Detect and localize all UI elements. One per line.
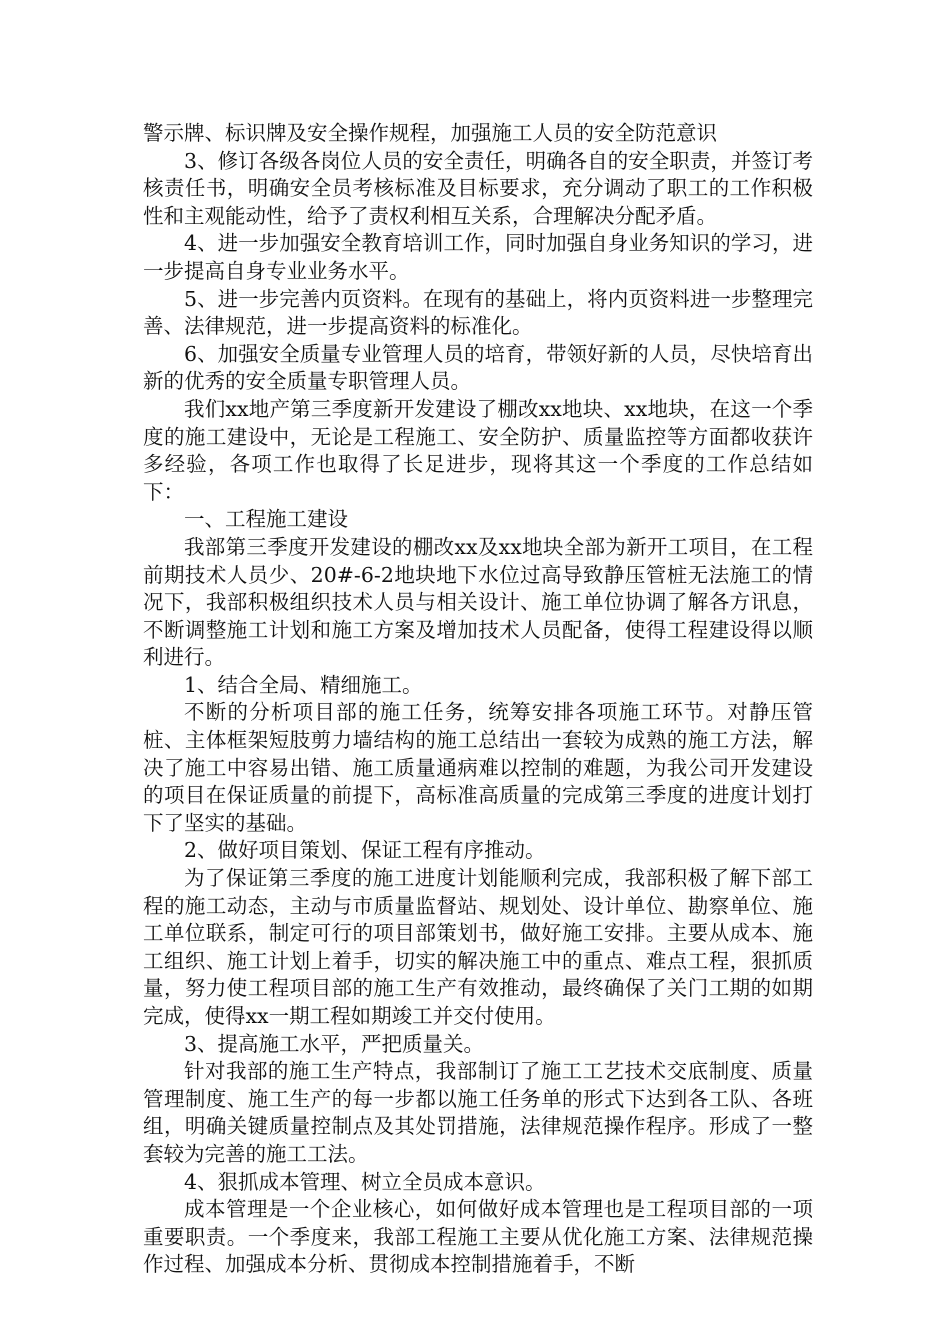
paragraph: 成本管理是一个企业核心，如何做好成本管理也是工程项目部的一项重要职责。一个季度来，我部工程施工主要从优化施工方案、法律规范操作过程、加强成本分析、贯彻成本控制措施着手，不断 [143, 1197, 813, 1277]
subsection-heading: 1、结合全局、精细施工。 [184, 672, 423, 697]
document-body [143, 120, 813, 1279]
paragraph: 我们xx地产第三季度新开发建设了棚改xx地块、xx地块，在这一个季度的施工建设中，无论是工程施工、安全防护、质量监控等方面都收获许多经验，各项工作也取得了长足进步，现将其这一个季度的工作总结如下： [143, 396, 813, 504]
subsection-heading: 4、狠抓成本管理、树立全员成本意识。 [184, 1169, 546, 1194]
paragraph: 5、进一步完善内页资料。在现有的基础上，将内页资料进一步整理完善、法律规范，进一步提高资料的标准化。 [143, 286, 813, 339]
paragraph: 针对我部的施工生产特点，我部制订了施工工艺技术交底制度、质量管理制度、施工生产的每一步都以施工任务单的形式下达到各工队、各班组，明确关键质量控制点及其处罚措施，法律规范操作程序。形成了一整套较为完善的施工工法。 [143, 1059, 813, 1166]
paragraph: 为了保证第三季度的施工进度计划能顺利完成，我部积极了解下部工程的施工动态，主动与市质量监督站、规划处、设计单位、勘察单位、施工单位联系，制定可行的项目部策划书，做好施工安排。主要从成本、施工组织、施工计划上着手，切实的解决施工中的重点、难点工程，狠抓质量，努力使工程项目部的施工生产有效推动，最终确保了关门工期的如期完成，使得xx一期工程如期竣工并交付使用。 [143, 866, 813, 1028]
paragraph: 3、修订各级各岗位人员的安全责任，明确各自的安全职责，并签订考核责任书，明确安全员考核标准及目标要求，充分调动了职工的工作积极性和主观能动性，给予了责权利相互关系，合理解决分配矛盾。 [143, 148, 813, 228]
paragraph: 警示牌、标识牌及安全操作规程，加强施工人员的安全防范意识 [143, 121, 717, 145]
paragraph: 6、加强安全质量专业管理人员的培育，带领好新的人员，尽快培育出新的优秀的安全质量专职管理人员。 [143, 341, 813, 394]
section-heading: 一、工程施工建设 [184, 507, 348, 532]
subsection-heading: 3、提高施工水平，严把质量关。 [184, 1031, 485, 1056]
paragraph: 我部第三季度开发建设的棚改xx及xx地块全部为新开工项目，在工程前期技术人员少、20#-6-2地块地下水位过高导致静压管桩无法施工的情况下，我部积极组织技术人员与相关设计、施工单位协调了解各方讯息，不断调整施工计划和施工方案及增加技术人员配备，使得工程建设得以顺利进行。 [143, 534, 813, 670]
paragraph: 不断的分析项目部的施工任务，统筹安排各项施工环节。对静压管桩、主体框架短肢剪力墙结构的施工总结出一套较为成熟的施工方法，解决了施工中容易出错、施工质量通病难以控制的难题，为我公司开发建设的项目在保证质量的前提下，高标准高质量的完成第三季度的进度计划打下了坚实的基础。 [143, 700, 813, 835]
subsection-heading: 2、做好项目策划、保证工程有序推动。 [184, 838, 546, 863]
paragraph: 4、进一步加强安全教育培训工作，同时加强自身业务知识的学习，进一步提高自身专业业务水平。 [143, 231, 813, 283]
